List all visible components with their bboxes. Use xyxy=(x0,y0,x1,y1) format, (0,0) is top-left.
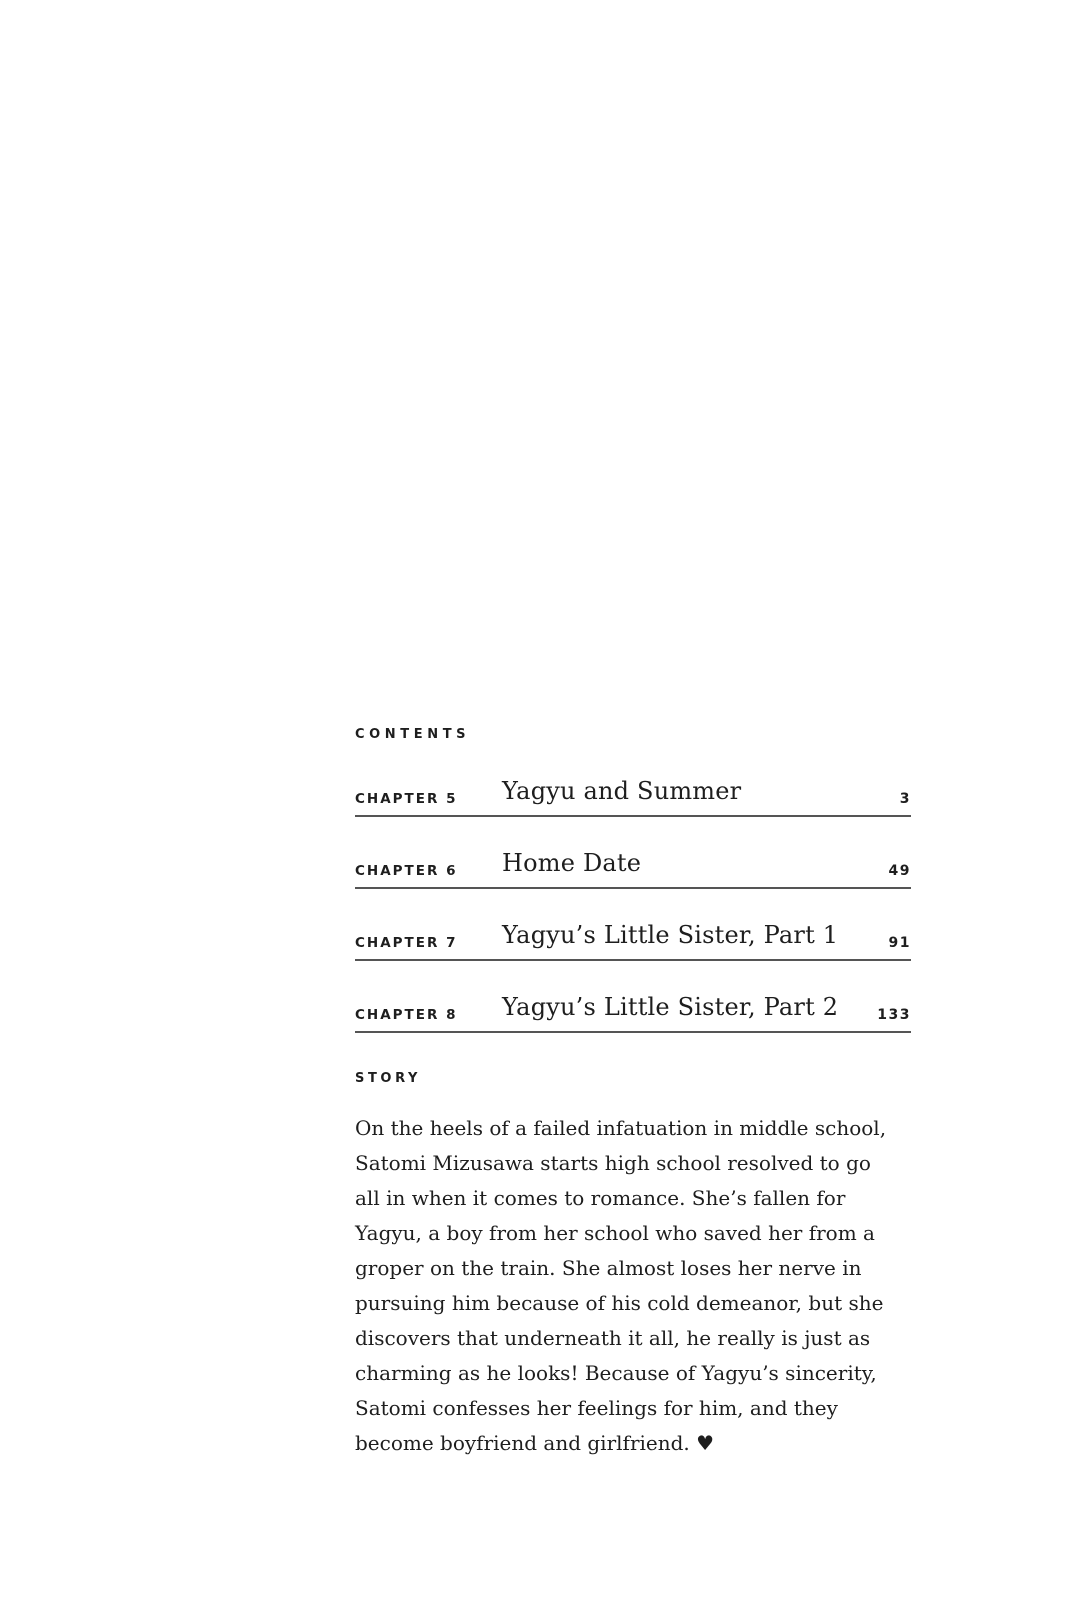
story-line: groper on the train. She almost loses her nerve in xyxy=(355,1256,862,1280)
toc-entry-chapter-6[interactable] xyxy=(355,840,911,912)
story-line: Satomi confesses her feelings for him, and they xyxy=(355,1396,838,1420)
story-heading: STORY xyxy=(355,1071,421,1086)
contents-heading: CONTENTS xyxy=(355,727,471,742)
chapter-title: Yagyu’s Little Sister, Part 1 xyxy=(502,921,839,949)
toc-divider xyxy=(355,887,911,889)
chapter-title: Home Date xyxy=(502,849,642,877)
toc-divider xyxy=(355,959,911,961)
toc-divider xyxy=(355,815,911,817)
story-line: become boyfriend and girlfriend. ♥ xyxy=(355,1431,715,1455)
chapter-page-number: 49 xyxy=(888,863,911,879)
chapter-label: CHAPTER 7 xyxy=(355,935,458,951)
story-line: Yagyu, a boy from her school who saved her from a xyxy=(355,1221,875,1245)
story-line: Satomi Mizusawa starts high school resolved to go xyxy=(355,1151,871,1175)
chapter-label: CHAPTER 8 xyxy=(355,1007,458,1023)
story-paragraph xyxy=(355,1111,965,1461)
table-of-contents xyxy=(355,768,911,1056)
toc-divider xyxy=(355,1031,911,1033)
toc-entry-chapter-8[interactable] xyxy=(355,984,911,1056)
story-line: all in when it comes to romance. She’s fallen for xyxy=(355,1186,846,1210)
story-line: On the heels of a failed infatuation in middle school, xyxy=(355,1116,887,1140)
story-line: charming as he looks! Because of Yagyu’s sincerity, xyxy=(355,1361,877,1385)
chapter-label: CHAPTER 5 xyxy=(355,791,458,807)
toc-entry-chapter-7[interactable] xyxy=(355,912,911,984)
chapter-page-number: 91 xyxy=(888,935,911,951)
chapter-title: Yagyu and Summer xyxy=(502,777,742,805)
chapter-title: Yagyu’s Little Sister, Part 2 xyxy=(502,993,839,1021)
toc-entry-chapter-5[interactable] xyxy=(355,768,911,840)
story-line: pursuing him because of his cold demeanor, but she xyxy=(355,1291,884,1315)
chapter-page-number: 3 xyxy=(899,791,911,807)
story-line: discovers that underneath it all, he really is just as xyxy=(355,1326,871,1350)
chapter-page-number: 133 xyxy=(877,1007,911,1023)
chapter-label: CHAPTER 6 xyxy=(355,863,458,879)
